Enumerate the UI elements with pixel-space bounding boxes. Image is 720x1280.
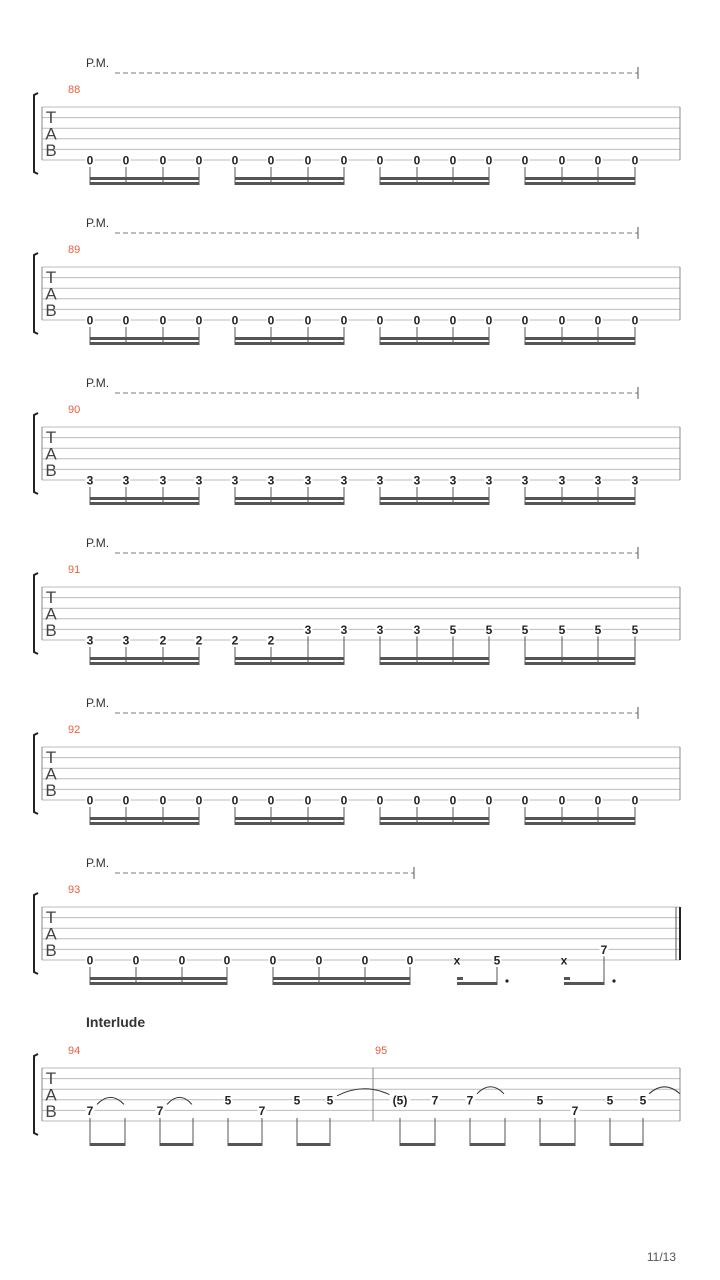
fret-number: 7 [156,1103,164,1118]
beam [90,662,199,665]
beam [235,822,344,825]
fret-number: 0 [558,313,566,328]
fret-number: 0 [132,953,140,968]
measure-number: 90 [68,404,81,416]
partial-beam [457,977,463,980]
beam [525,182,635,185]
fret-number: 2 [159,633,167,648]
page-number: 11/13 [646,1250,676,1264]
tab-clef-letter: B [45,1102,57,1121]
beam [228,1143,262,1146]
beam [525,817,635,820]
tab-system-6 [34,856,680,985]
beam [525,342,635,345]
beam [610,1143,643,1146]
palm-mute-label: P.M. [86,216,110,230]
measure-number: 91 [68,564,81,576]
tab-system-1 [34,56,680,185]
fret-number: 0 [231,793,239,808]
beam [540,1143,575,1146]
beam [235,657,344,660]
tab-clef-letter: T [45,108,57,127]
fret-number: 0 [485,153,493,168]
tab-clef-letter: A [45,124,57,144]
tab-system-7 [34,1045,680,1146]
beam [90,817,199,820]
fret-number: 5 [521,622,529,637]
fret-number: 5 [536,1093,544,1108]
beam [90,982,227,985]
beam [235,497,344,500]
beam [380,342,489,345]
tab-system-5 [34,696,680,825]
fret-number: 0 [231,313,239,328]
tab-system-3 [34,376,680,505]
tab-clef-letter: T [45,588,57,607]
fret-number: 0 [304,313,312,328]
fret-number: 0 [178,953,186,968]
fret-number: 0 [304,793,312,808]
beam [380,817,489,820]
fret-number: 0 [449,793,457,808]
rhythm-dot [505,979,508,982]
fret-number: 2 [195,633,203,648]
fret-number: 7 [258,1103,266,1118]
palm-mute-label: P.M. [86,856,110,870]
fret-number: 5 [639,1093,647,1108]
tie-arc [649,1087,680,1094]
beam [380,822,489,825]
fret-number: 0 [122,793,130,808]
beam [90,182,199,185]
fret-number: 2 [231,633,239,648]
fret-number: 3 [376,622,384,637]
tab-clef-letter: B [45,781,57,800]
system-bracket [34,1054,38,1135]
fret-number: 3 [631,473,639,488]
beam [380,662,489,665]
tab-clef-letter: T [45,428,57,447]
measure-number: 94 [68,1045,81,1057]
beam [235,342,344,345]
beam [525,497,635,500]
tab-clef-letter: A [45,284,57,304]
dead-note: x [560,953,568,968]
fret-number: 0 [406,953,414,968]
fret-number: 0 [521,153,529,168]
beam [525,502,635,505]
beam [90,822,199,825]
beam [525,822,635,825]
fret-number: 3 [376,473,384,488]
fret-number: 0 [122,313,130,328]
section-label-interlude: Interlude [86,1014,146,1030]
fret-number: 5 [485,622,493,637]
fret-number: 0 [159,153,167,168]
beam [380,337,489,340]
tab-clef-letter: T [45,748,57,767]
fret-number: 3 [340,622,348,637]
fret-number: 0 [376,153,384,168]
tab-clef-letter: A [45,604,57,624]
palm-mute-label: P.M. [86,536,110,550]
fret-number: 0 [122,153,130,168]
beam [297,1143,330,1146]
beam [525,177,635,180]
fret-number: 0 [195,793,203,808]
beam [160,1143,193,1146]
partial-beam [564,977,570,980]
fret-number: 3 [231,473,239,488]
tab-clef-letter: A [45,924,57,944]
fret-number: 3 [304,473,312,488]
fret-number: 0 [159,313,167,328]
fret-number: 0 [304,153,312,168]
fret-number: 0 [361,953,369,968]
fret-number: 0 [159,793,167,808]
fret-number: 3 [159,473,167,488]
fret-number: 0 [631,153,639,168]
beam [235,177,344,180]
fret-number: 5 [606,1093,614,1108]
tab-clef-letter: A [45,764,57,784]
fret-number: 0 [631,793,639,808]
measure-number: 92 [68,724,81,736]
fret-number: 5 [293,1093,301,1108]
beam [457,982,497,985]
fret-number: 3 [340,473,348,488]
beam [525,662,635,665]
fret-number: 0 [315,953,323,968]
beam [235,662,344,665]
fret-number: 0 [376,793,384,808]
tie-arc [97,1097,124,1104]
fret-number: 3 [122,473,130,488]
fret-number: 0 [223,953,231,968]
dead-note: x [453,953,461,968]
fret-number: 3 [304,622,312,637]
system-bracket [34,573,38,654]
measure-number: 89 [68,244,81,256]
beam [400,1143,435,1146]
system-bracket [34,93,38,174]
fret-number: 7 [600,942,608,957]
fret-number: 3 [521,473,529,488]
fret-number: 0 [558,153,566,168]
fret-number: 0 [340,153,348,168]
beam [380,497,489,500]
fret-number: 0 [521,793,529,808]
tab-clef-letter: B [45,301,57,320]
fret-number: 0 [340,313,348,328]
fret-number: 0 [631,313,639,328]
tab-clef-letter: B [45,621,57,640]
tab-clef-letter: T [45,1069,57,1088]
fret-number: 0 [86,793,94,808]
beam [525,657,635,660]
tab-system-4 [34,536,680,665]
beam [90,1143,125,1146]
beam [235,502,344,505]
tab-clef-letter: B [45,941,57,960]
fret-number: 5 [493,953,501,968]
tab-clef-letter: A [45,1085,57,1105]
fret-number: 0 [413,793,421,808]
fret-number: 5 [594,622,602,637]
fret-number: 3 [485,473,493,488]
beam [380,177,489,180]
beam [90,337,199,340]
palm-mute-label: P.M. [86,56,110,70]
fret-number: 0 [86,313,94,328]
beam [564,982,604,985]
system-bracket [34,253,38,334]
rhythm-dot [612,979,615,982]
fret-number: 0 [413,153,421,168]
tie-arc [477,1087,504,1094]
fret-number: 3 [267,473,275,488]
fret-number: 3 [558,473,566,488]
measure-number: 93 [68,884,81,896]
fret-number: 3 [413,622,421,637]
fret-number: 0 [376,313,384,328]
beam [90,502,199,505]
fret-number: 0 [485,313,493,328]
beam [235,337,344,340]
fret-number: 7 [431,1093,439,1108]
fret-number: 5 [326,1093,334,1108]
fret-number: 0 [558,793,566,808]
palm-mute-label: P.M. [86,696,110,710]
fret-number: 0 [267,793,275,808]
measure-number: 95 [375,1045,388,1057]
fret-number: 0 [594,793,602,808]
fret-number: 5 [224,1093,232,1108]
fret-number: 7 [571,1103,579,1118]
tie-arc [337,1089,392,1096]
fret-number: 0 [195,313,203,328]
fret-number: 3 [122,633,130,648]
fret-number: 7 [466,1093,474,1108]
system-bracket [34,413,38,494]
fret-number: 0 [340,793,348,808]
beam [235,182,344,185]
beam [470,1143,505,1146]
system-bracket [34,733,38,814]
beam [380,502,489,505]
fret-number: 5 [631,622,639,637]
fret-number: 0 [267,153,275,168]
beam [525,337,635,340]
fret-number: 5 [558,622,566,637]
fret-number: 0 [269,953,277,968]
tab-system-2 [34,216,680,345]
system-bracket [34,893,38,974]
beam [90,977,227,980]
fret-number: 3 [195,473,203,488]
beam [90,497,199,500]
fret-number: 0 [86,953,94,968]
fret-number: 0 [86,153,94,168]
fret-number: 0 [594,313,602,328]
fret-number: 0 [267,313,275,328]
tab-clef-letter: B [45,461,57,480]
fret-number: 3 [413,473,421,488]
fret-number: (5) [392,1093,408,1108]
palm-mute-label: P.M. [86,376,110,390]
beam [273,982,410,985]
beam [90,177,199,180]
fret-number: 0 [413,313,421,328]
beam [90,342,199,345]
fret-number: 0 [594,153,602,168]
fret-number: 3 [594,473,602,488]
tab-clef-letter: A [45,444,57,464]
fret-number: 0 [449,153,457,168]
beam [380,182,489,185]
fret-number: 3 [86,473,94,488]
fret-number: 2 [267,633,275,648]
fret-number: 3 [449,473,457,488]
beam [380,657,489,660]
tab-clef-letter: B [45,141,57,160]
fret-number: 5 [449,622,457,637]
beam [273,977,410,980]
tab-clef-letter: T [45,908,57,927]
measure-number: 88 [68,84,81,96]
beam [235,817,344,820]
tie-arc [167,1097,192,1104]
tab-clef-letter: T [45,268,57,287]
fret-number: 3 [86,633,94,648]
beam [90,657,199,660]
fret-number: 7 [86,1103,94,1118]
fret-number: 0 [231,153,239,168]
fret-number: 0 [449,313,457,328]
fret-number: 0 [195,153,203,168]
fret-number: 0 [521,313,529,328]
fret-number: 0 [485,793,493,808]
